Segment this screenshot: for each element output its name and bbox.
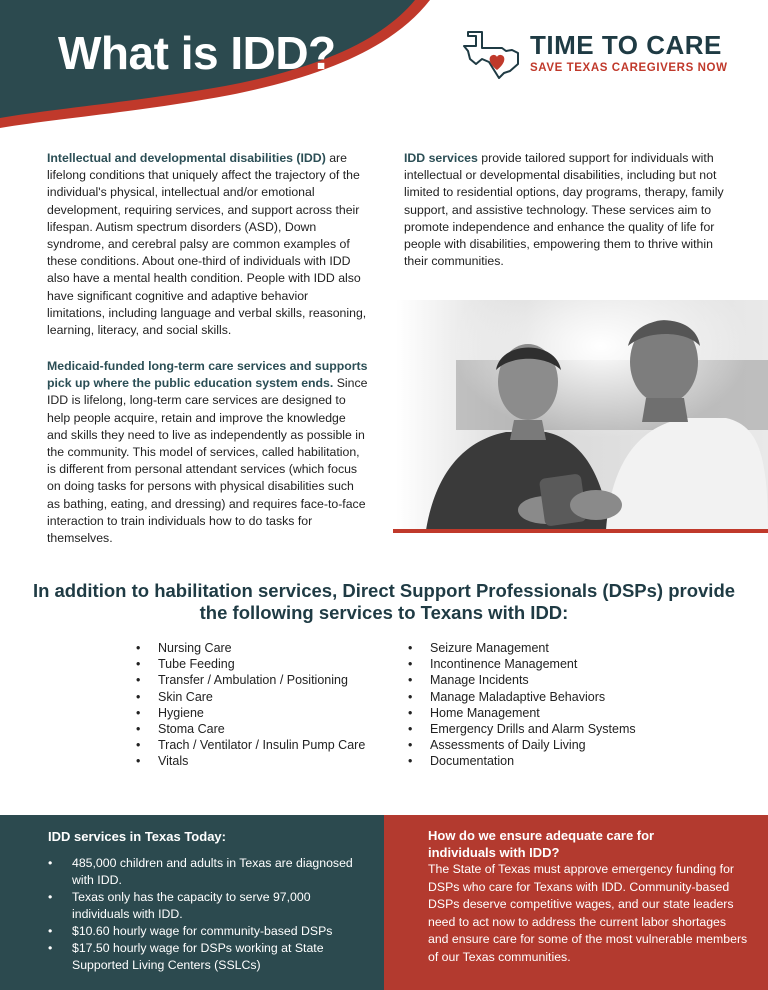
list-item: • Stoma Care	[136, 721, 365, 737]
ensure-care-heading: How do we ensure adequate care for individuals with IDD?	[428, 828, 655, 860]
list-item: • Documentation	[408, 753, 636, 769]
logo-title: TIME TO CARE	[530, 30, 722, 60]
services-heading: In addition to habilitation services, Direct Support Professionals (DSPs) provide the following services to Texans with IDD:	[32, 580, 736, 623]
list-item: • Vitals	[136, 753, 365, 769]
list-item: • Emergency Drills and Alarm Systems	[408, 721, 636, 737]
list-item: • Nursing Care	[136, 640, 365, 656]
time-to-care-logo[interactable]	[462, 26, 728, 86]
list-item: • Incontinence Management	[408, 656, 636, 672]
list-item: • Tube Feeding	[136, 656, 365, 672]
list-item: • $17.50 hourly wage for DSPs working at State Supported Living Centers (SSLCs)	[48, 940, 368, 974]
list-item: • Hygiene	[136, 705, 365, 721]
medicaid-paragraph	[47, 358, 369, 547]
idd-services-text: provide tailored support for individuals with intellectual or developmental disabilities, including but not limited to residential options, day programs, therapy, family support, and assistive technology. These services aim to promote independence and enhance the quality of life for people with disabilities, empowering them to thrive within their communities.	[404, 151, 724, 269]
ensure-care-text: The State of Texas must approve emergency funding for DSPs who care for Texans with IDD. Community-based DSPs deserve competitive wages, and our state leaders need to act now to address the current labor shortages and ensure care for some of the most vulnerable members of our Texas communities.	[428, 862, 748, 964]
list-item: • Texas only has the capacity to serve 97,000 individuals with IDD.	[48, 889, 368, 923]
intro-paragraph	[47, 150, 369, 339]
list-item: • Manage Maladaptive Behaviors	[408, 689, 636, 705]
texas-heart-icon	[462, 26, 526, 82]
list-item: • 485,000 children and adults in Texas are diagnosed with IDD.	[48, 855, 368, 889]
texas-today-panel	[0, 815, 384, 990]
logo-tagline: SAVE TEXAS CAREGIVERS NOW	[530, 62, 728, 74]
list-item: • Manage Incidents	[408, 672, 636, 688]
caregiver-photo	[396, 300, 768, 530]
texas-today-list	[48, 855, 368, 974]
texas-today-heading: IDD services in Texas Today:	[48, 829, 226, 844]
photo-accent-rule	[393, 529, 768, 533]
page-title: What is IDD?	[58, 27, 336, 79]
idd-services-paragraph	[404, 150, 726, 270]
list-item: • Transfer / Ambulation / Positioning	[136, 672, 365, 688]
ensure-care-panel	[384, 815, 768, 990]
services-list-right	[408, 640, 636, 770]
services-list-left	[136, 640, 365, 770]
intro-text: are lifelong conditions that uniquely affect the trajectory of the individual's physical, intellectual and/or emotional development, requiring services, and support across their lifespan. Autism spectrum disorders (ASD), Down syndrome, and cerebral palsy are common examples of these conditions. About one-third of individuals with IDD also have a mental health condition. People with IDD also have significant cognitive and adaptive behavior limitations, including language and verbal skills, reasoning, learning, literacy, and social skills.	[47, 151, 367, 338]
list-item: • Assessments of Daily Living	[408, 737, 636, 753]
list-item: • Skin Care	[136, 689, 365, 705]
medicaid-highlight: Medicaid-funded long-term care services and supports pick up where the public education system ends.	[47, 359, 368, 391]
list-item: • $10.60 hourly wage for community-based DSPs	[48, 923, 368, 940]
medicaid-text: Since IDD is lifelong, long-term care services are designed to help people acquire, retain and improve the knowledge and skills they need to live as independently as possible in the community. This model of services, called habilitation, is different from personal attendant services (which focus on doing tasks for persons with physical disabilities such as bathing, eating, and dressing) and requires face-to-face interaction to train individuals how to do tasks for themselves.	[47, 376, 368, 546]
photo-illustration	[396, 300, 768, 530]
idd-services-highlight: IDD services	[404, 151, 478, 165]
list-item: • Home Management	[408, 705, 636, 721]
list-item: • Seizure Management	[408, 640, 636, 656]
list-item: • Trach / Ventilator / Insulin Pump Care	[136, 737, 365, 753]
intro-highlight: Intellectual and developmental disabilities (IDD)	[47, 151, 326, 165]
